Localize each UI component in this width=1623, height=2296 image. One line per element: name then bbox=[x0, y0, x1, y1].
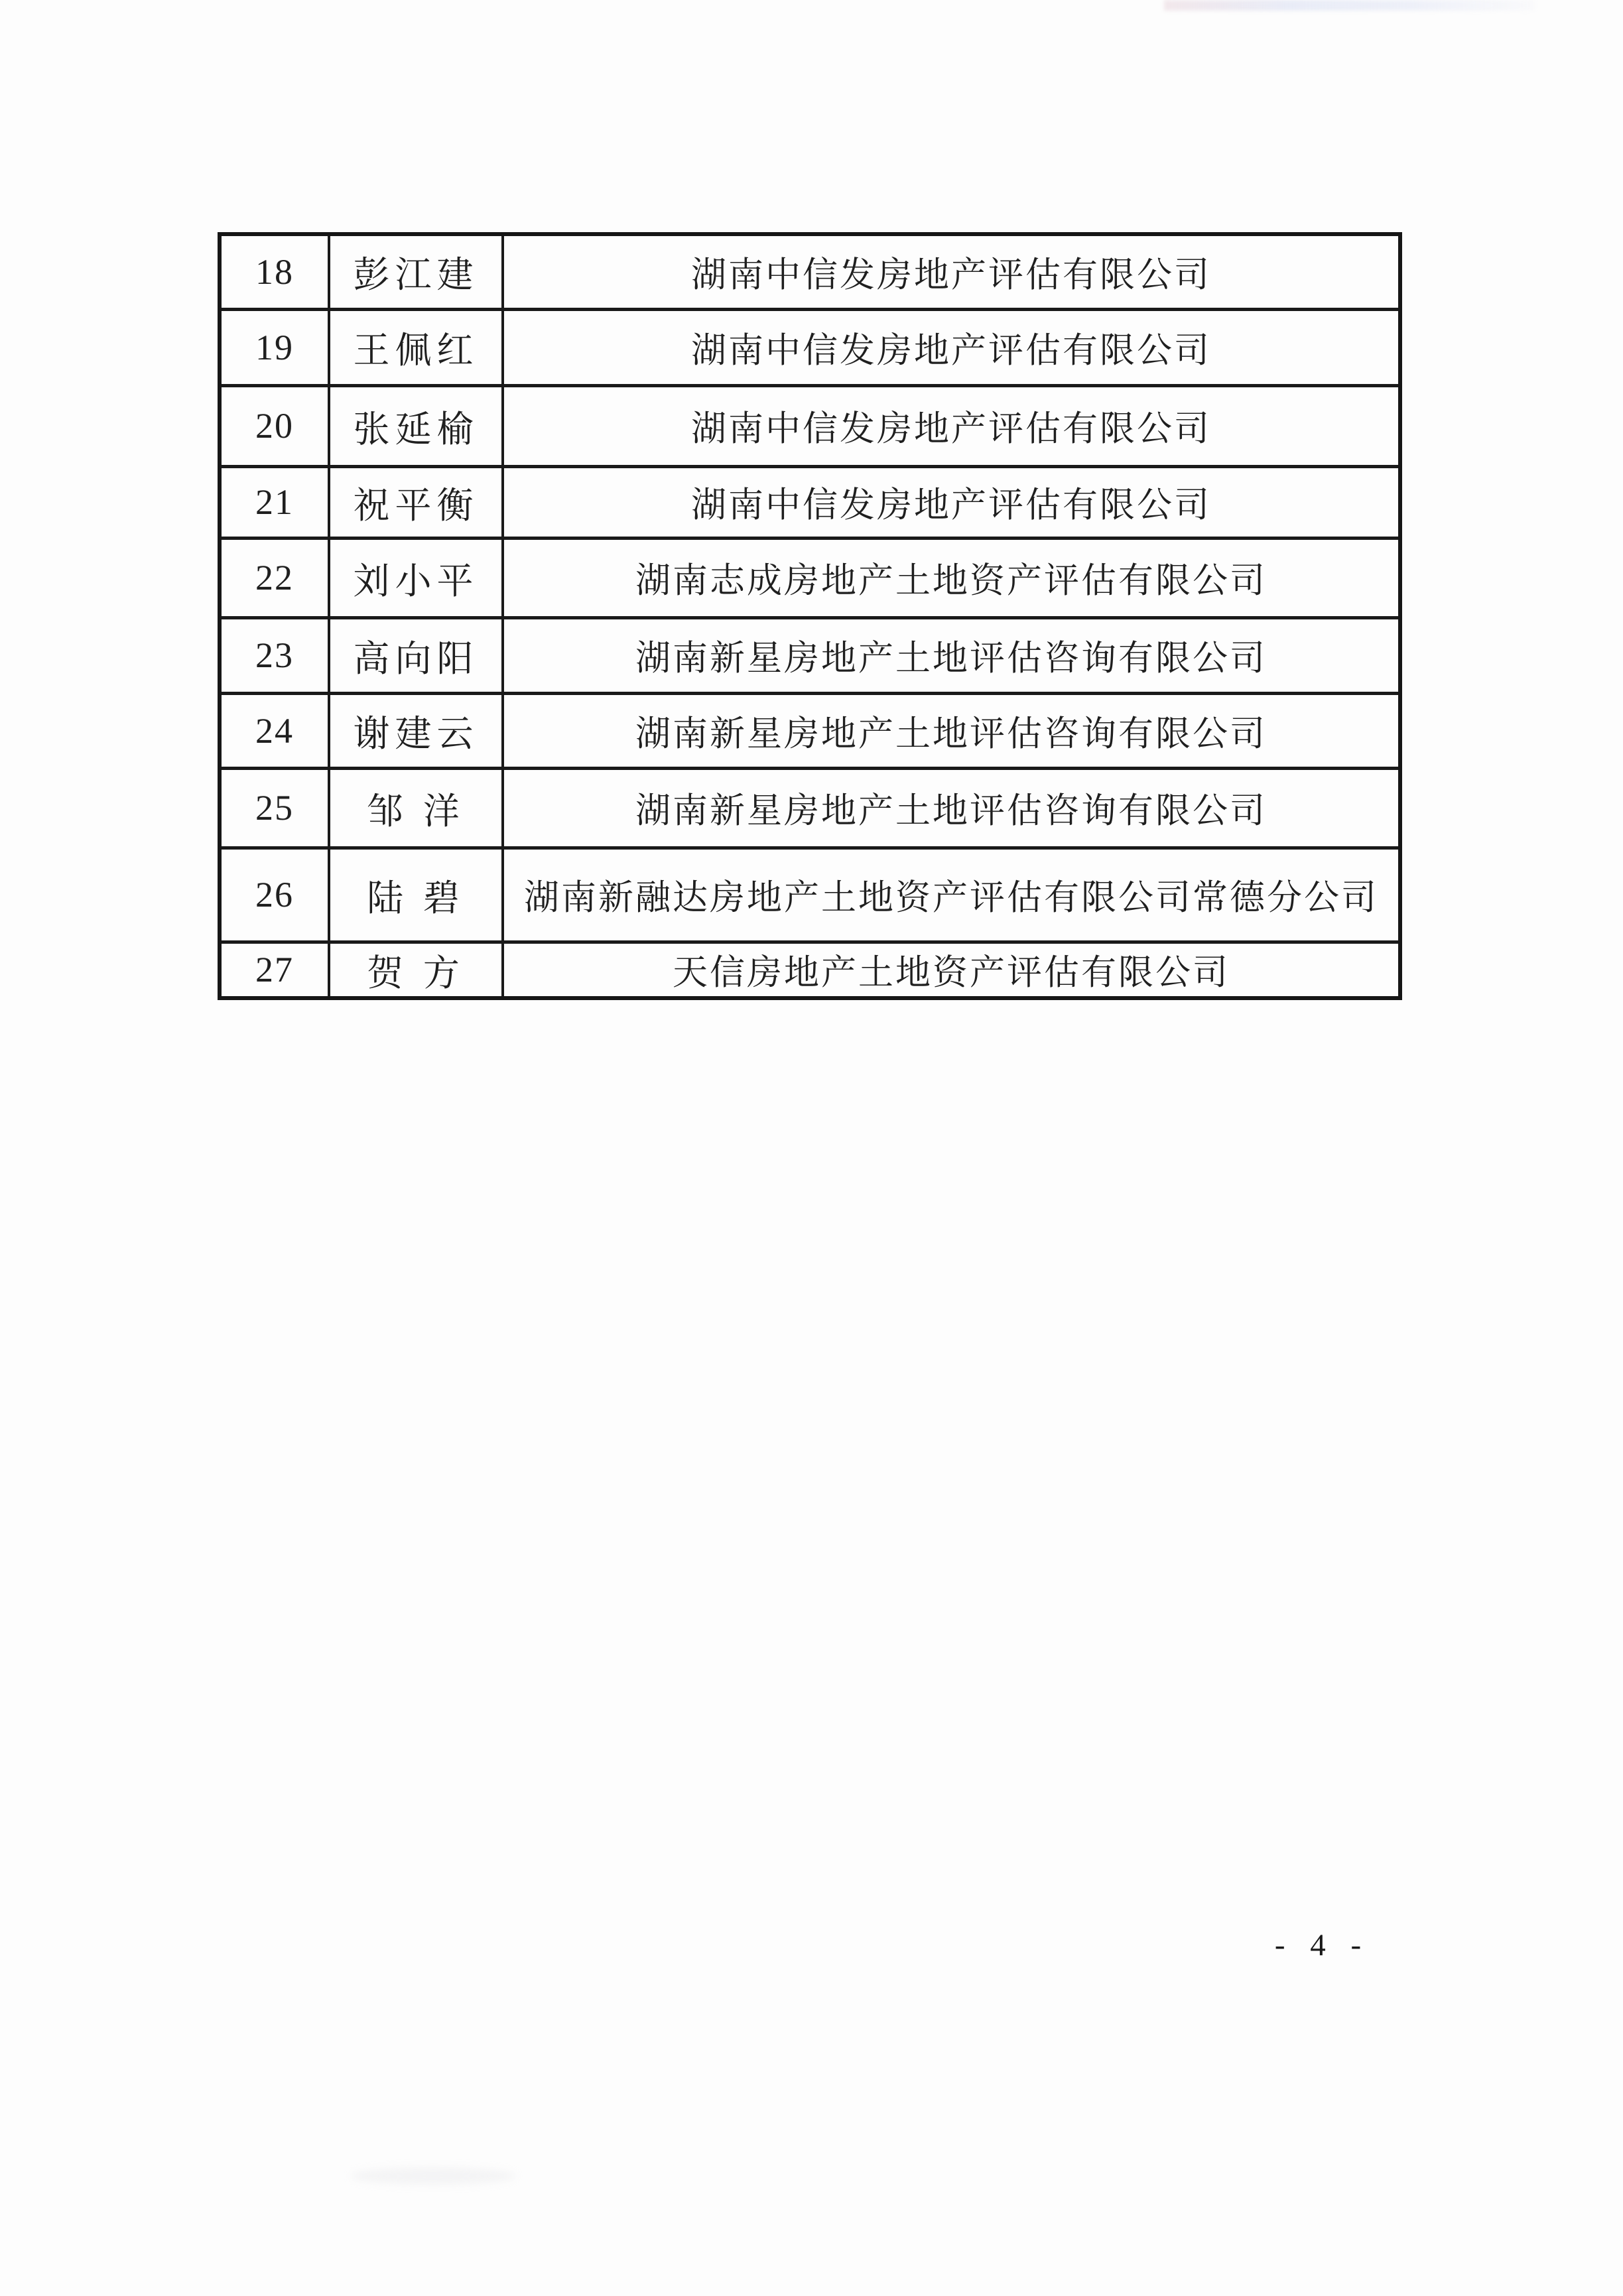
roster-table-body bbox=[220, 234, 1400, 998]
row-number-cell: 20 bbox=[220, 385, 329, 466]
company-name-cell: 湖南中信发房地产评估有限公司 bbox=[503, 309, 1400, 385]
company-name-cell: 湖南中信发房地产评估有限公司 bbox=[503, 385, 1400, 466]
row-number-cell: 18 bbox=[220, 234, 329, 309]
company-name-cell: 湖南中信发房地产评估有限公司 bbox=[503, 234, 1400, 309]
scan-artifact-bottom bbox=[350, 2167, 516, 2185]
company-name-cell: 湖南新星房地产土地评估咨询有限公司 bbox=[503, 617, 1400, 693]
company-name-cell: 天信房地产土地资产评估有限公司 bbox=[503, 942, 1400, 998]
table-row bbox=[220, 385, 1400, 466]
table-row bbox=[220, 617, 1400, 693]
table-row bbox=[220, 538, 1400, 617]
page-number: - 4 - bbox=[1274, 1928, 1366, 1962]
company-name-cell: 湖南志成房地产土地资产评估有限公司 bbox=[503, 538, 1400, 617]
row-number-cell: 25 bbox=[220, 768, 329, 848]
person-name-cell: 陆 碧 bbox=[329, 848, 503, 942]
table-row bbox=[220, 768, 1400, 848]
company-name-cell: 湖南新星房地产土地评估咨询有限公司 bbox=[503, 768, 1400, 848]
table-row bbox=[220, 693, 1400, 768]
person-name-cell: 张延榆 bbox=[329, 385, 503, 466]
row-number-cell: 22 bbox=[220, 538, 329, 617]
company-name-cell: 湖南新星房地产土地评估咨询有限公司 bbox=[503, 693, 1400, 768]
row-number-cell: 21 bbox=[220, 466, 329, 538]
person-name-cell: 祝平衡 bbox=[329, 466, 503, 538]
row-number-cell: 23 bbox=[220, 617, 329, 693]
table-row bbox=[220, 848, 1400, 942]
person-name-cell: 高向阳 bbox=[329, 617, 503, 693]
person-name-cell: 邹 洋 bbox=[329, 768, 503, 848]
row-number-cell: 24 bbox=[220, 693, 329, 768]
table-row bbox=[220, 942, 1400, 998]
table-row bbox=[220, 466, 1400, 538]
table-row bbox=[220, 309, 1400, 385]
person-name-cell: 王佩红 bbox=[329, 309, 503, 385]
person-name-cell: 谢建云 bbox=[329, 693, 503, 768]
company-name-cell: 湖南新融达房地产土地资产评估有限公司常德分公司 bbox=[503, 848, 1400, 942]
table-row bbox=[220, 234, 1400, 309]
appraiser-roster-table bbox=[218, 232, 1402, 1000]
company-name-cell: 湖南中信发房地产评估有限公司 bbox=[503, 466, 1400, 538]
person-name-cell: 刘小平 bbox=[329, 538, 503, 617]
row-number-cell: 27 bbox=[220, 942, 329, 998]
person-name-cell: 贺 方 bbox=[329, 942, 503, 998]
person-name-cell: 彭江建 bbox=[329, 234, 503, 309]
row-number-cell: 26 bbox=[220, 848, 329, 942]
scan-artifact-top bbox=[1164, 0, 1535, 11]
row-number-cell: 19 bbox=[220, 309, 329, 385]
